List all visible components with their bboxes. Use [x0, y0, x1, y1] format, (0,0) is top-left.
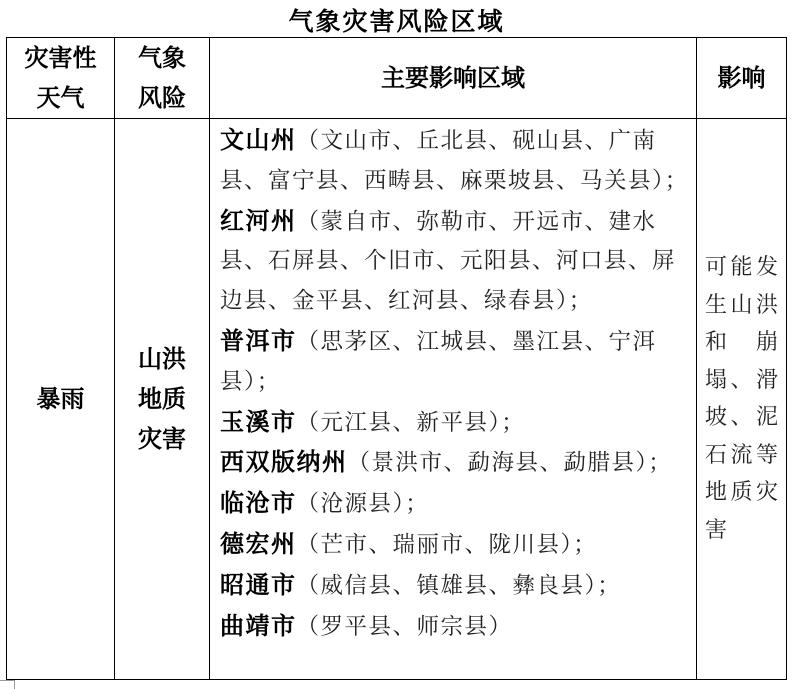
header-weather: 灾害性天气 — [7, 38, 115, 119]
prefecture-name: 红河州 — [220, 206, 297, 235]
weather-cell: 暴雨 — [7, 119, 115, 680]
prefecture-name: 临沧市 — [220, 489, 297, 518]
county-list: （威信县、镇雄县、彝良县）； — [296, 572, 622, 599]
prefecture-name: 文山州 — [220, 126, 297, 154]
table-row — [7, 119, 787, 680]
page-title: 气象灾害风险区域 — [288, 7, 505, 36]
header-risk: 气象风险 — [115, 38, 210, 119]
risk-cell: 山洪地质灾害 — [115, 119, 210, 680]
prefecture-name: 普洱市 — [220, 326, 297, 355]
county-list: （芒市、瑞丽市、陇川县）； — [296, 531, 598, 558]
prefecture-name: 玉溪市 — [220, 407, 297, 436]
risk-table — [6, 37, 787, 680]
county-list: （景洪市、勐海县、勐腊县）； — [347, 450, 673, 477]
county-list: （沧源县）； — [296, 491, 430, 518]
county-list: （罗平县、师宗县） — [296, 613, 513, 640]
header-row — [7, 38, 787, 119]
county-list: （元江县、新平县）； — [296, 409, 526, 436]
prefecture-name: 昭通市 — [220, 570, 297, 599]
header-impact: 影响 — [697, 38, 787, 119]
areas-cell — [210, 119, 697, 680]
prefecture-name: 德宏州 — [220, 529, 297, 558]
county-list: （蒙自市、弥勒市、开远市、建水县、石屏县、个旧市、元阳县、河口县、屏边县、金平县、红河县、绿春县）； — [220, 208, 677, 315]
header-areas: 主要影响区域 — [210, 38, 697, 119]
county-list: （思茅区、江城县、墨江县、宁洱县）； — [220, 328, 657, 395]
impact-cell: 可能发生山洪和崩塌、滑坡、泥石流等地质灾害 — [697, 119, 787, 680]
county-list: （文山市、丘北县、砚山县、广南县、富宁县、西畴县、麻栗坡县、马关县）； — [220, 128, 689, 194]
prefecture-name: 曲靖市 — [220, 611, 297, 640]
prefecture-name: 西双版纳州 — [220, 448, 348, 477]
